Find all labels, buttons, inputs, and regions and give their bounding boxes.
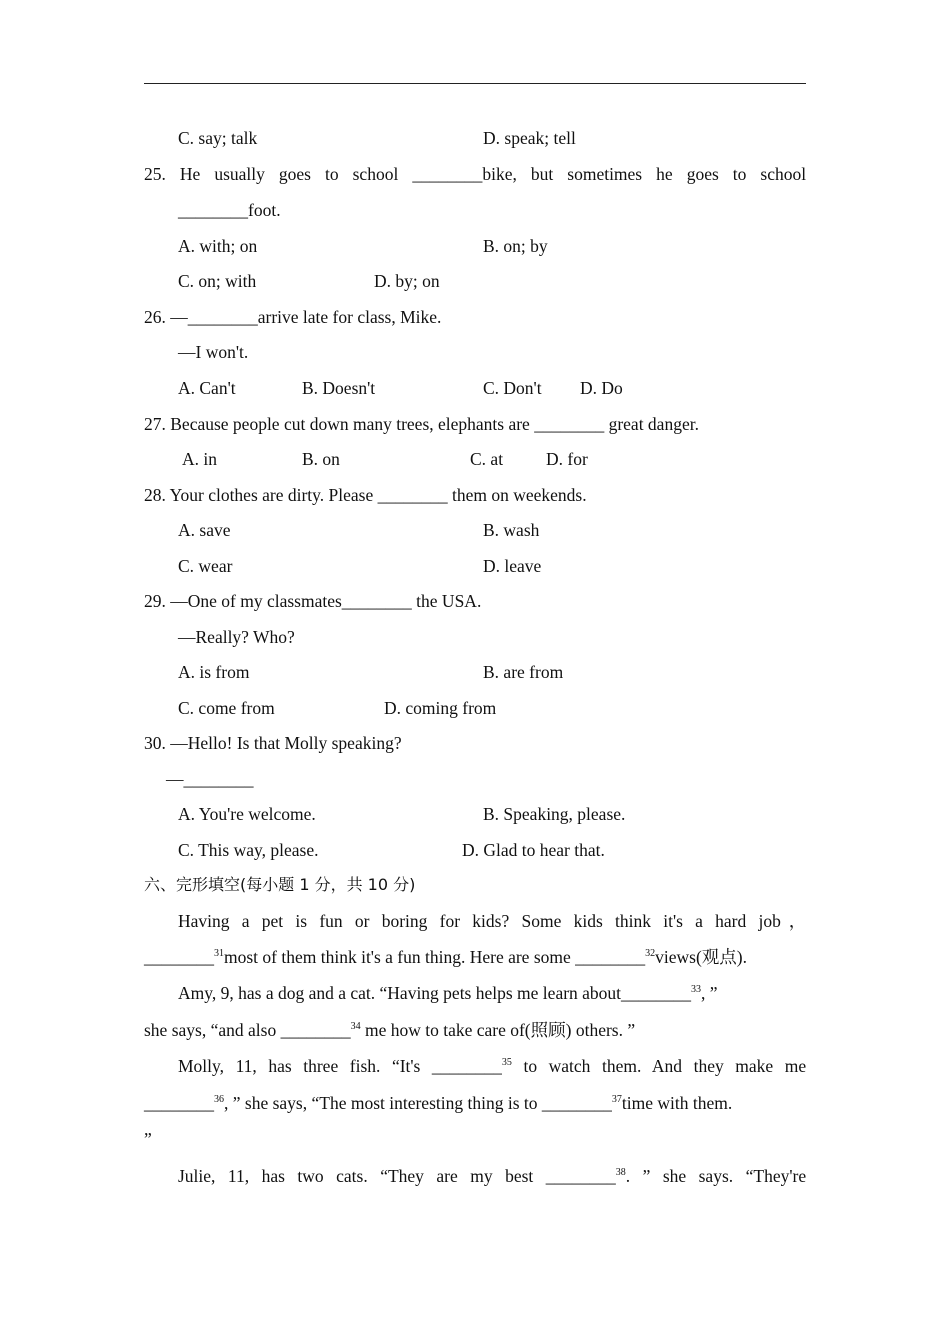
q27-option-a[interactable]: A. in [182, 449, 217, 469]
passage-p3-line3: ” [144, 1129, 152, 1149]
q29-option-d[interactable]: D. coming from [384, 698, 497, 718]
section-6-title: 六、完形填空(每小题 1 分，共 10 分) [144, 875, 416, 894]
passage-p3-line1: Molly, 11, has three fish. “It's ________$^{35}$ to watch them. And they make me [178, 1056, 807, 1076]
q25-option-b[interactable]: B. on; by [483, 236, 548, 256]
blank-number-38: 38 [615, 1167, 626, 1178]
q29-option-a[interactable]: A. is from [178, 662, 250, 682]
q25-option-c[interactable]: C. on; with [178, 271, 257, 291]
q25-stem-line1: 25. He usually goes to school ________bike, but sometimes he goes to school [144, 164, 807, 184]
q27-stem: 27. Because people cut down many trees, elephants are ________ great danger. [144, 414, 699, 434]
blank-number-31: 31 [214, 948, 224, 959]
blank-number-36: 36 [214, 1094, 224, 1105]
q26-option-b[interactable]: B. Doesn't [302, 378, 376, 398]
blank-31[interactable]: ________ [144, 947, 214, 967]
q28-option-d[interactable]: D. leave [483, 556, 542, 576]
passage-p4-line1: Julie, 11, has two cats. “They are my best ________$^{38}$. ” she says. “They're [178, 1166, 807, 1186]
q30-option-d[interactable]: D. Glad to hear that. [462, 840, 605, 860]
q30-stem: 30. —Hello! Is that Molly speaking? [144, 733, 402, 753]
blank-number-34: 34 [350, 1021, 361, 1032]
q26-option-a[interactable]: A. Can't [178, 378, 236, 398]
q29-stem: 29. —One of my classmates________ the USA. [144, 591, 482, 611]
q26-option-c[interactable]: C. Don't [483, 378, 542, 398]
q25-stem-line2: ________foot. [178, 200, 281, 220]
q24-option-d[interactable]: D. speak; tell [483, 128, 576, 148]
q28-option-c[interactable]: C. wear [178, 556, 233, 576]
header-rule [144, 83, 806, 84]
q30-reply: —________ [166, 769, 254, 789]
q29-option-b[interactable]: B. are from [483, 662, 564, 682]
blank-number-32: 32 [645, 948, 656, 959]
q25-option-a[interactable]: A. with; on [178, 236, 258, 256]
q26-reply: —I won't. [178, 342, 249, 362]
q29-option-c[interactable]: C. come from [178, 698, 275, 718]
q30-option-a[interactable]: A. You're welcome. [178, 804, 316, 824]
q27-option-c[interactable]: C. at [470, 449, 504, 469]
q28-stem: 28. Your clothes are dirty. Please ________ them on weekends. [144, 485, 587, 505]
q30-option-c[interactable]: C. This way, please. [178, 840, 319, 860]
passage-p2-line2: she says, “and also ________$^{34}$ me how to take care of(照顾) others. ” [144, 1020, 636, 1040]
q26-option-d[interactable]: D. Do [580, 378, 623, 398]
passage-p1-line2: ________$^{31}$most of them think it's a fun thing. Here are some ________$^{32}$views(观点). [144, 947, 747, 967]
q26-stem: 26. —________arrive late for class, Mike. [144, 307, 442, 327]
q27-option-d[interactable]: D. for [546, 449, 588, 469]
q25-option-d[interactable]: D. by; on [374, 271, 440, 291]
q29-reply: —Really? Who? [178, 627, 295, 647]
q28-option-a[interactable]: A. save [178, 520, 231, 540]
passage-p3-line2: ________$^{36}$, ” she says, “The most interesting thing is to ________$^{37}$time with them. [144, 1093, 733, 1113]
q24-option-c[interactable]: C. say; talk [178, 128, 258, 148]
q30-option-b[interactable]: B. Speaking, please. [483, 804, 626, 824]
q27-option-b[interactable]: B. on [302, 449, 340, 469]
blank-number-33: 33 [691, 984, 702, 995]
passage-p2-line1: Amy, 9, has a dog and a cat. “Having pets helps me learn about________$^{33}$, ” [178, 983, 718, 1003]
blank-number-37: 37 [611, 1094, 622, 1105]
blank-number-35: 35 [501, 1057, 512, 1068]
passage-p1-line1: Having a pet is fun or boring for kids? Some kids think it's a hard job， [178, 911, 807, 931]
q28-option-b[interactable]: B. wash [483, 520, 540, 540]
